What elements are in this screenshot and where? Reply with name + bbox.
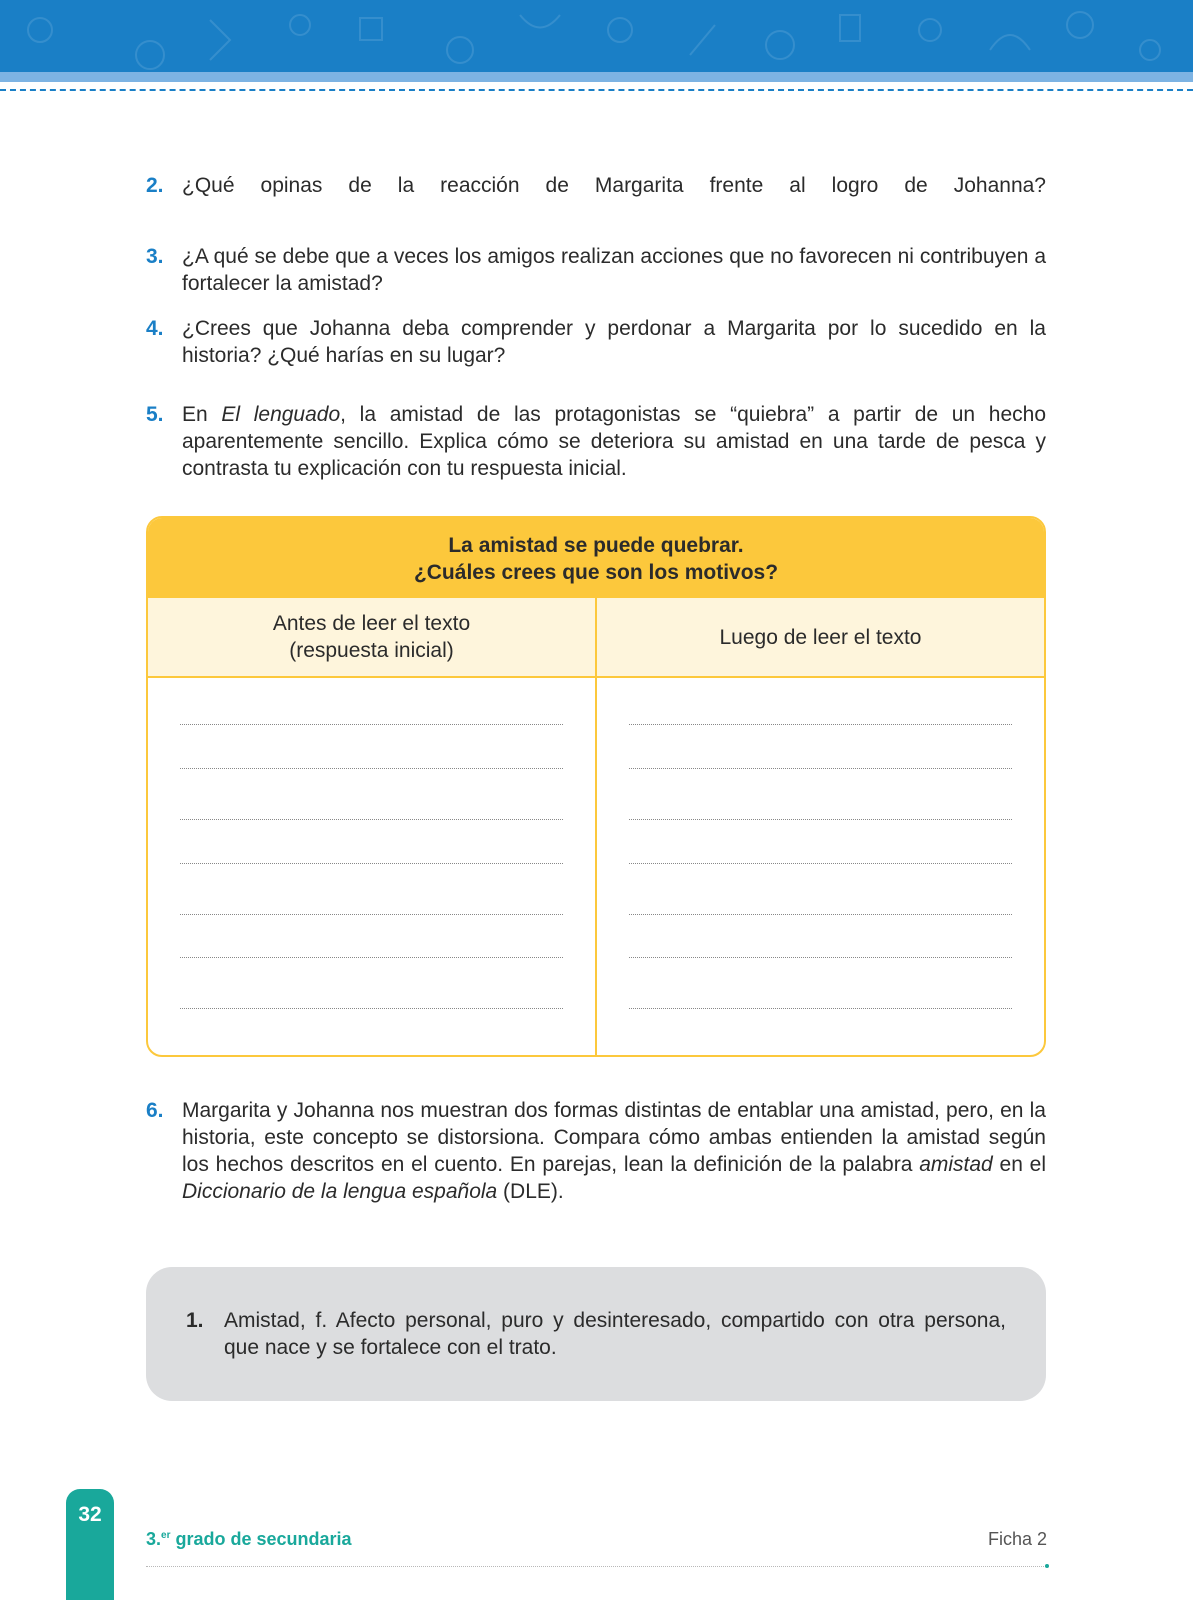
page-number-tab	[66, 1489, 114, 1600]
answer-line[interactable]	[629, 819, 1012, 820]
answer-line[interactable]	[180, 863, 563, 864]
definition-text: Amistad, f. Afecto personal, puro y desinteresado, compartido con otra persona, que nace y se fortalece con el trato.	[224, 1309, 1006, 1359]
answer-line[interactable]	[629, 863, 1012, 864]
table-column-headers	[148, 598, 1044, 678]
answer-line[interactable]	[180, 1008, 563, 1009]
answer-line[interactable]	[629, 1008, 1012, 1009]
answer-line[interactable]	[629, 724, 1012, 725]
table-title: La amistad se puede quebrar. ¿Cuáles crees que son los motivos?	[148, 518, 1044, 598]
answer-line[interactable]	[180, 819, 563, 820]
answer-line[interactable]	[180, 768, 563, 769]
page-number: 32	[78, 1503, 102, 1526]
answer-line[interactable]	[629, 768, 1012, 769]
question-5	[146, 401, 1046, 482]
question-text: ¿Crees que Johanna deba comprender y perdonar a Margarita por lo sucedido en la historia? ¿Qué harías en su lugar?	[182, 317, 1046, 367]
table-answer-area	[148, 678, 1044, 1057]
question-text: En El lenguado, la amistad de las protagonistas se “quiebra” a partir de un hecho aparentemente sencillo. Explica cómo se deteriora su amistad en una tarde de pesca y contrasta tu explicación con tu respuesta inicial.	[182, 403, 1046, 480]
answer-column-after[interactable]	[597, 678, 1044, 1057]
header-dashed-divider	[0, 89, 1193, 91]
question-text: ¿Qué opinas de la reacción de Margarita frente al logro de Johanna?	[182, 174, 1046, 197]
ficha-label: Ficha 2	[987, 1529, 1047, 1549]
question-number: 5.	[146, 403, 164, 426]
footer-divider	[146, 1566, 1046, 1567]
question-6	[146, 1097, 1046, 1205]
answer-line[interactable]	[629, 914, 1012, 915]
footer-dot	[1045, 1564, 1049, 1568]
question-number: 2.	[146, 174, 164, 197]
grade-label: 3.$^{er}$ grado de secundaria	[146, 1529, 352, 1549]
question-number: 3.	[146, 245, 164, 268]
answer-line[interactable]	[629, 957, 1012, 958]
motives-table	[146, 516, 1046, 1057]
answer-line[interactable]	[180, 914, 563, 915]
header-banner	[0, 0, 1193, 72]
answer-line[interactable]	[180, 724, 563, 725]
question-text: ¿A qué se debe que a veces los amigos realizan acciones que no favorecen ni contribuyen a fortalecer la amistad?	[182, 245, 1046, 295]
column-header-before: Antes de leer el texto (respuesta inicial)	[148, 598, 597, 676]
question-number: 4.	[146, 317, 164, 340]
doodle-pattern	[0, 0, 1193, 72]
header-strip	[0, 72, 1193, 82]
answer-column-before[interactable]	[148, 678, 597, 1057]
question-4	[146, 315, 1046, 369]
question-text: Margarita y Johanna nos muestran dos formas distintas de entablar una amistad, pero, en la historia, este concepto se distorsiona. Compara cómo ambas entienden la amistad según los hechos descritos en el cuento. En parejas, lean la definición de la palabra amistad en el Diccionario de la lengua española (DLE).	[182, 1099, 1047, 1203]
book-title: El lenguado	[221, 403, 341, 426]
question-2	[146, 172, 1046, 199]
column-header-after: Luego de leer el texto	[719, 625, 922, 649]
answer-line[interactable]	[180, 957, 563, 958]
question-number: 6.	[146, 1099, 164, 1122]
definition-box	[146, 1267, 1046, 1401]
definition-number: 1.	[186, 1309, 204, 1332]
question-3	[146, 243, 1046, 297]
